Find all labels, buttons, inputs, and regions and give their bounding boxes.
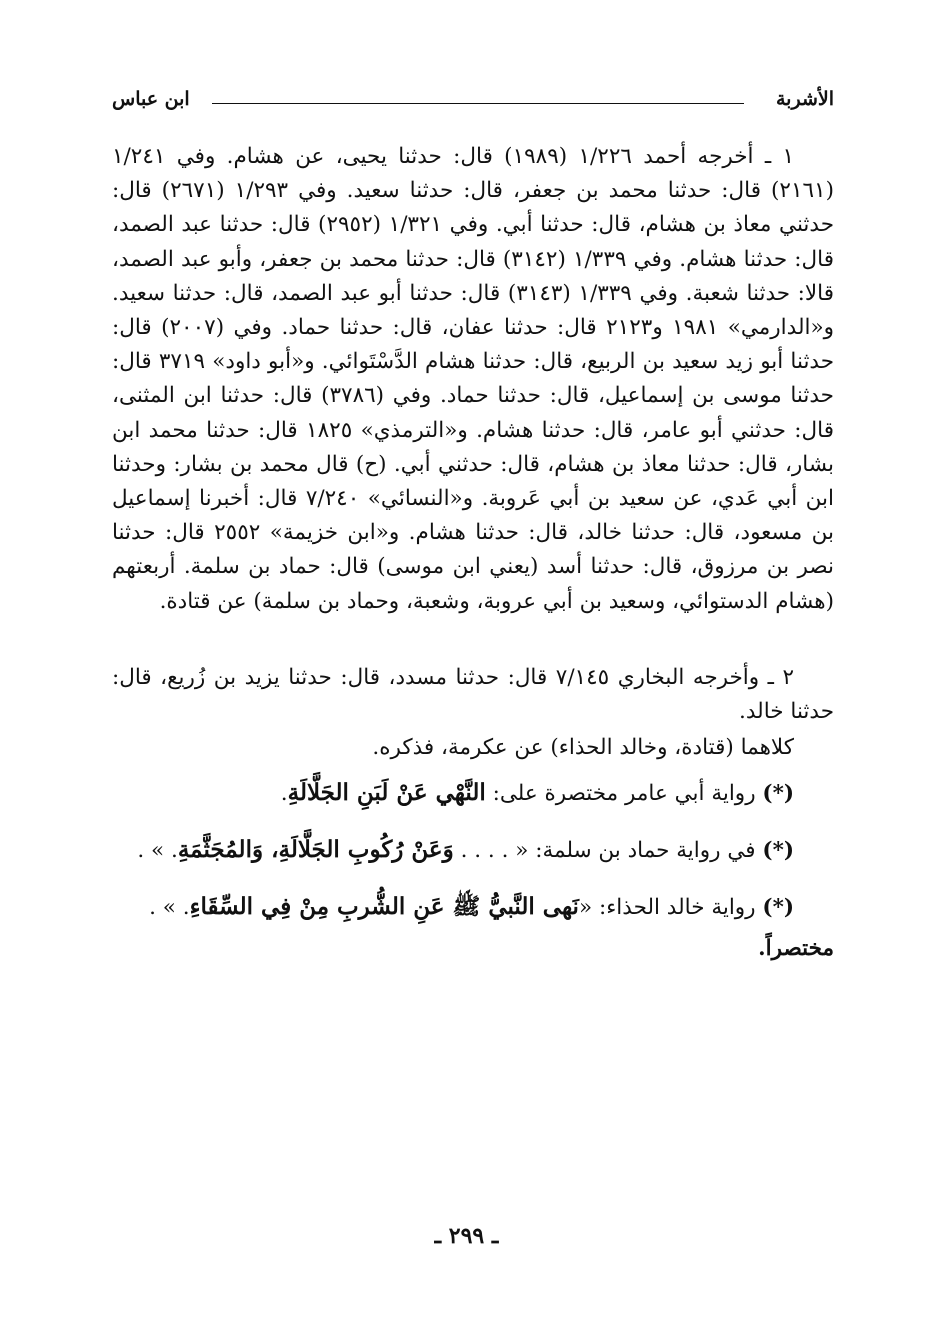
note-trailing-word: مختصراً. <box>758 936 834 962</box>
note-marker: (*) <box>762 895 794 921</box>
note-marker: (*) <box>762 781 794 807</box>
note-abu-amir <box>112 765 834 822</box>
note-text: رواية أبي عامر مختصرة على: <box>485 781 763 807</box>
note-quote: وَعَنْ رُكُوبِ الجَلَّالَةِ، وَالمُجَثَّمَةِ <box>177 836 454 864</box>
chapter-title: الأشربة <box>776 88 834 110</box>
paragraph-takhrij-2: ٢ ـ وأخرجه البخاري ٧/١٤٥ قال: حدثنا مسدد، قال: حدثنا يزيد بن زُريع، قال: حدثنا خالد. <box>112 664 834 725</box>
paragraph-takhrij-1: ١ ـ أخرجه أحمد ١/٢٢٦ (١٩٨٩) قال: حدثنا يحيى، عن هشام. وفي ١/٢٤١ (٢١٦١) قال: حدثنا محمد بن جعفر، قال: حدثنا سعيد. وفي ١/٢٩٣ (٢٦٧١) قال: حدثني معاذ بن هشام، قال: حدثنا أبي. وفي ١/٣٢١ (٢٩٥٢) قال: حدثنا عبد الصمد، قال: حدثنا هشام. وفي ١/٣٣٩ (٣١٤٢) قال: حدثنا محمد بن جعفر، وأبو عبد الصمد، قالا: حدثنا شعبة. وفي ١/٣٣٩ (٣١٤٣) قال: حدثنا أبو عبد الصمد، قال: حدثنا سعيد. و«الدارمي» ١٩٨١ و٢١٢٣ قال: حدثنا عفان، قال: حدثنا حماد. وفي (٢٠٠٧) قال: حدثنا أبو زيد سعيد بن الربيع، قال: حدثنا هشام الدَّسْتَوائي. و«أبو داود» ٣٧١٩ قال: حدثنا موسى بن إسماعيل، قال: حدثنا حماد. وفي (٣٧٨٦) قال: حدثنا ابن المثنى، قال: حدثني أبو عامر، قال: حدثنا هشام. و«الترمذي» ١٨٢٥ قال: حدثنا محمد ابن بشار، قال: حدثنا معاذ بن هشام، قال: حدثني أبي. (ح) قال محمد بن بشار: وحدثنا ابن أبي عَدي، عن سعيد بن أبي عَروبة. و«النسائي» ٧/٢٤٠ قال: أخبرنا إسماعيل بن مسعود، قال: حدثنا خالد، قال: حدثنا هشام. و«ابن خزيمة» ٢٥٥٢ قال: حدثنا نصر بن مرزوق، قال: حدثنا أسد (يعني ابن موسى) قال: حماد بن سلمة. أربعتهم (هشام الدستوائي، وسعيد بن أبي عروبة، وشعبة، وحماد بن سلمة) عن قتادة. <box>112 144 835 614</box>
note-marker: (*) <box>762 838 794 864</box>
header-divider <box>212 103 744 104</box>
note-end: . » . <box>137 838 178 864</box>
note-khalid <box>112 879 834 936</box>
note-hammad <box>112 822 834 879</box>
note-text: رواية خالد الحذاء: « <box>578 895 763 921</box>
running-header <box>112 88 834 118</box>
note-quote: نَهى النَّبيُّ ﷺ عَنِ الشُّربِ مِنْ فِي السِّقَاءِ <box>189 893 579 921</box>
main-text <box>112 140 834 962</box>
note-end: . » . <box>149 895 190 921</box>
page-number: ـ ٢٩٩ ـ <box>434 1223 499 1249</box>
section-title: ابن عباس <box>112 88 190 110</box>
note-text: في رواية حماد بن سلمة: « . . . . <box>453 838 763 864</box>
note-end: . <box>280 781 288 807</box>
note-quote: النَّهْي عَنْ لَبَنِ الجَلَّالَةِ <box>287 779 486 807</box>
paragraph-summary: كلاهما (قتادة، وخالد الحذاء) عن عكرمة، فذكره. <box>372 735 794 761</box>
